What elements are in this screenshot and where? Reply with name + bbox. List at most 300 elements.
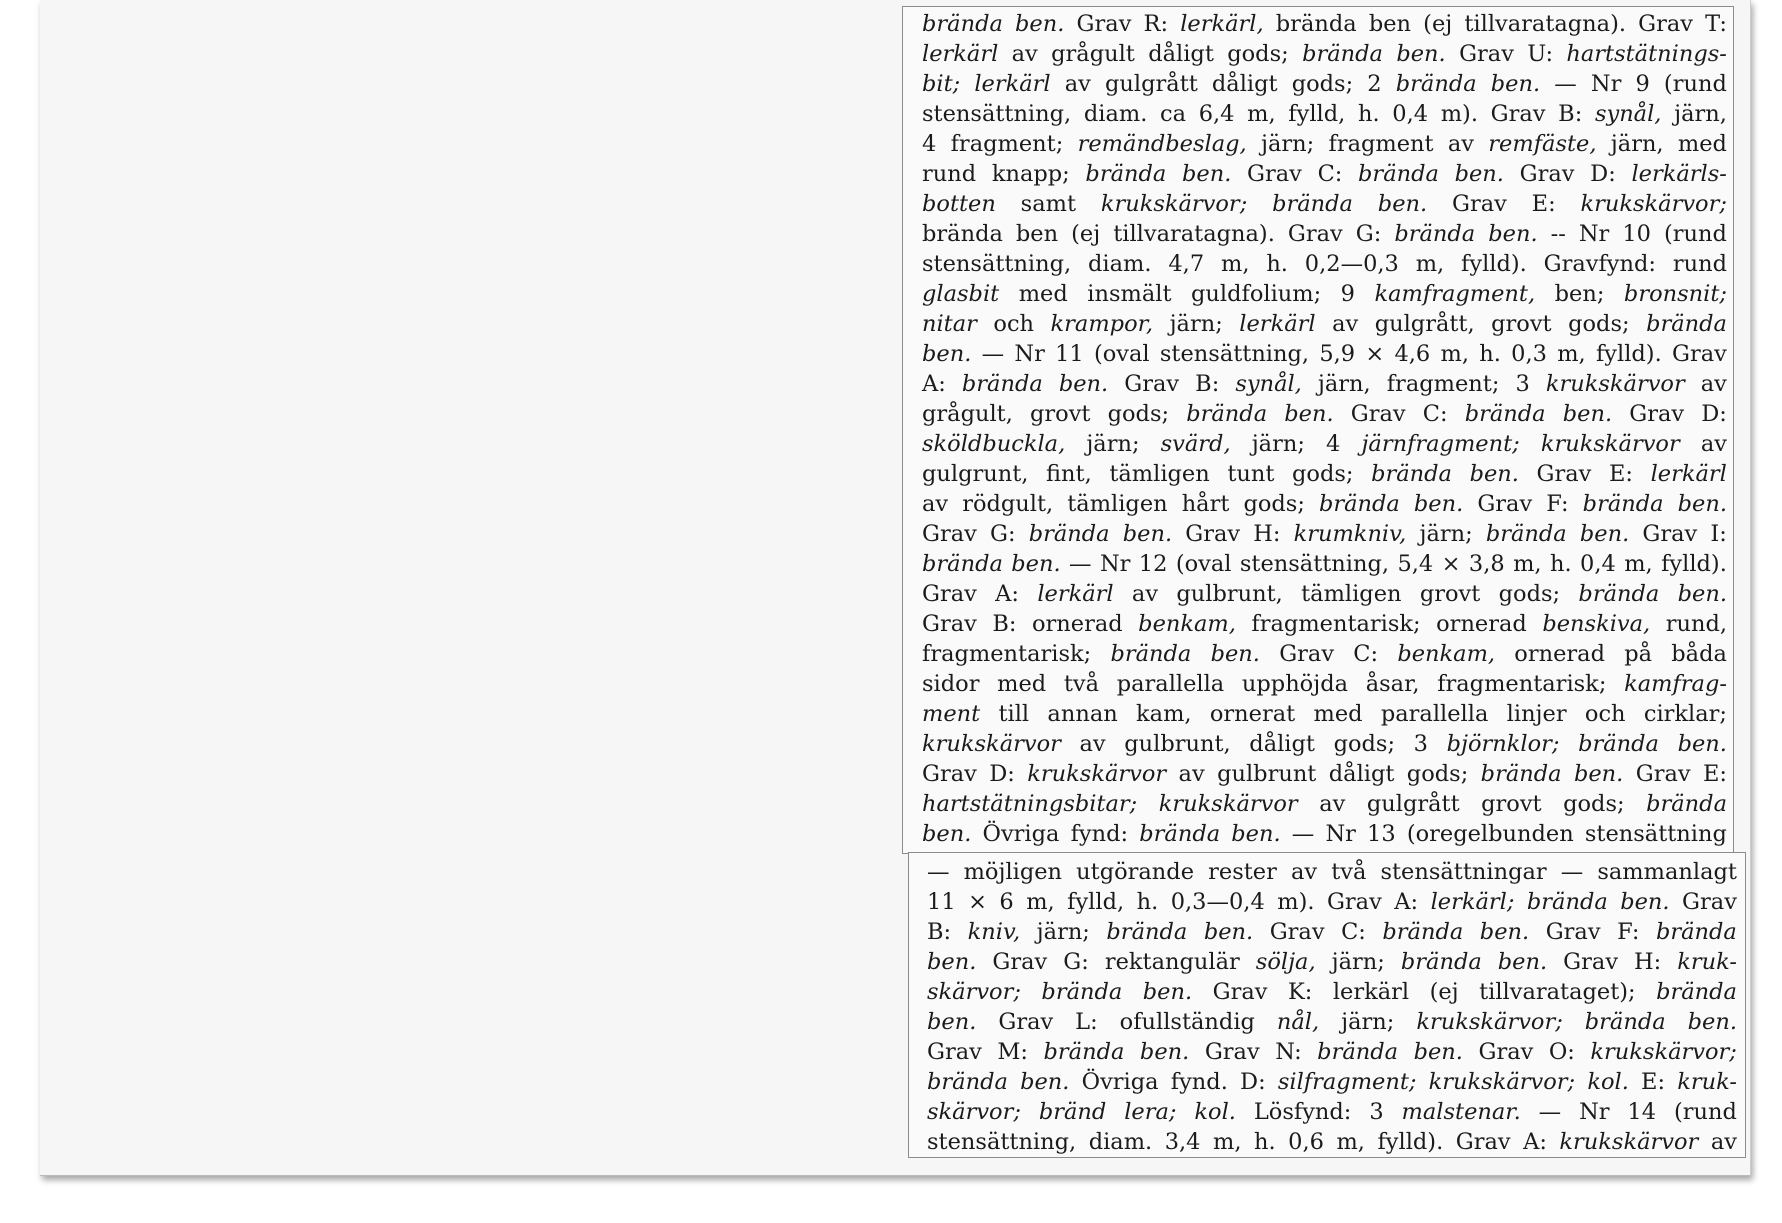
word: linjer xyxy=(1506,701,1567,727)
word: E: xyxy=(1531,191,1556,217)
word: synål, xyxy=(1235,371,1302,397)
word: ben. xyxy=(1562,401,1613,427)
word: och xyxy=(993,311,1035,337)
word: krumkniv, xyxy=(1293,521,1407,547)
word: utgörande xyxy=(1076,859,1195,885)
word: ben. xyxy=(1479,919,1530,945)
word: Grav xyxy=(1545,919,1601,945)
word: B: xyxy=(1558,101,1583,127)
word: brända xyxy=(1584,1009,1666,1035)
word: fylld). xyxy=(1461,251,1527,277)
word: ben. xyxy=(1020,1069,1070,1095)
text-line xyxy=(922,759,1727,789)
word: järn; xyxy=(1086,431,1140,457)
word: kam, xyxy=(1136,701,1192,727)
word: Nr xyxy=(1325,821,1356,847)
word: Grav xyxy=(1459,41,1514,67)
word: järn; xyxy=(1169,311,1223,337)
word: fragment; xyxy=(950,131,1064,157)
word: ca xyxy=(1160,101,1187,127)
word: ben. xyxy=(922,821,972,847)
word: av xyxy=(1447,131,1475,157)
word: gulgrått xyxy=(1366,791,1460,817)
text-line xyxy=(927,977,1737,1007)
word: lerkärl; xyxy=(1430,889,1515,915)
word: 0,6 xyxy=(1288,1129,1324,1155)
word: diam. xyxy=(1088,251,1152,277)
word: H: xyxy=(1253,521,1281,547)
word: 5,4 xyxy=(1397,551,1434,577)
word: I: xyxy=(1710,521,1727,547)
word: rödgult, xyxy=(962,491,1054,517)
word: ofullständig xyxy=(1119,1009,1255,1035)
word: lerkärl xyxy=(1239,311,1316,337)
word: Grav xyxy=(1671,341,1727,367)
word: fynd: xyxy=(1070,821,1129,847)
word: kniv, xyxy=(967,919,1021,945)
word: B: xyxy=(992,611,1017,637)
word: F: xyxy=(1617,919,1640,945)
word: K: xyxy=(1287,979,1313,1005)
word: brända xyxy=(961,371,1043,397)
word: benkam, xyxy=(1138,611,1236,637)
word: fragment xyxy=(1328,131,1434,157)
word: E: xyxy=(1608,461,1633,487)
word: 3 xyxy=(1369,1099,1384,1125)
word: D: xyxy=(1240,1069,1266,1095)
word: rund, xyxy=(1665,611,1727,637)
word: järn; xyxy=(1251,431,1305,457)
word: 9 xyxy=(1635,71,1650,97)
word: O: xyxy=(1548,1039,1575,1065)
word: gods; xyxy=(1406,761,1469,787)
word: brända xyxy=(1302,41,1383,67)
word: benkam, xyxy=(1397,641,1496,667)
word: Övriga xyxy=(982,821,1060,847)
word: fragmentarisk; xyxy=(922,641,1092,667)
word: Grav xyxy=(1076,11,1132,37)
word: ben. xyxy=(1058,371,1109,397)
word: lerkärls- xyxy=(1631,161,1727,187)
word: ben. xyxy=(1413,491,1464,517)
word: hartstätningsbitar; xyxy=(922,791,1138,817)
word: dåligt xyxy=(1148,41,1214,67)
word: stensättning, xyxy=(927,1129,1077,1155)
word: 3,4 xyxy=(1164,1129,1201,1155)
word: 0,4 xyxy=(1392,101,1429,127)
word: h. xyxy=(1136,889,1159,915)
text-line xyxy=(922,339,1727,369)
word: tunt xyxy=(1227,461,1275,487)
word: Grav xyxy=(922,611,977,637)
word: brända xyxy=(922,221,1003,247)
scanned-page xyxy=(40,0,1751,1176)
text-line xyxy=(922,639,1727,669)
word: rund xyxy=(1672,251,1727,277)
word: upphöjda xyxy=(1241,671,1349,697)
word: 13 xyxy=(1367,821,1396,847)
word: brända xyxy=(1578,731,1659,757)
word: bronsnit; xyxy=(1623,281,1727,307)
word: gods; xyxy=(1107,401,1170,427)
word: Nr xyxy=(1578,221,1610,247)
text-clipping-top xyxy=(902,6,1734,854)
word: krukskärvor; xyxy=(1590,1039,1737,1065)
word: (ej xyxy=(1071,221,1101,247)
word: Grav xyxy=(1455,1129,1511,1155)
word: krukskärvor xyxy=(1545,371,1685,397)
word: ben. xyxy=(1015,11,1065,37)
word: N: xyxy=(1275,1039,1302,1065)
word: sidor xyxy=(922,671,980,697)
text-line xyxy=(922,399,1727,429)
word: brända xyxy=(1582,491,1664,517)
word: ben. xyxy=(1413,1039,1463,1065)
word: ben. xyxy=(1284,401,1334,427)
text-line xyxy=(922,489,1727,519)
word: dåligt xyxy=(1211,71,1278,97)
word: brända xyxy=(1043,1039,1125,1065)
word: järn; xyxy=(1331,949,1385,975)
word: brända xyxy=(922,11,1003,37)
word: gulgrått, xyxy=(1374,311,1475,337)
word: brända xyxy=(1317,1039,1399,1065)
word: — xyxy=(1560,859,1584,885)
word: brända xyxy=(1186,401,1268,427)
word: Grav xyxy=(1536,461,1592,487)
word: Grav xyxy=(1212,979,1268,1005)
word: lerkärl xyxy=(1037,581,1114,607)
word: Grav xyxy=(922,521,977,547)
word: brända xyxy=(1646,311,1727,337)
word: bränd xyxy=(1038,1099,1107,1125)
word: Grav xyxy=(1682,889,1737,915)
word: hårt xyxy=(1181,491,1230,517)
word: Grav xyxy=(1350,401,1406,427)
word: grågult, xyxy=(922,401,1013,427)
word: tämligen xyxy=(1109,461,1210,487)
word: Grav xyxy=(922,581,977,607)
word: gulgrunt, xyxy=(922,461,1029,487)
word: lerkärl, xyxy=(1180,11,1264,37)
word: gods; xyxy=(1568,311,1630,337)
word: brända xyxy=(927,1069,1008,1095)
word: A: xyxy=(922,371,946,397)
word: A: xyxy=(1523,1129,1547,1155)
word: rektangulär xyxy=(1104,949,1240,975)
word: guldfolium; xyxy=(1191,281,1322,307)
word: brända xyxy=(1394,221,1476,247)
word: tillvarataget); xyxy=(1479,979,1636,1005)
text-line xyxy=(922,609,1727,639)
word: fylld, xyxy=(1067,889,1125,915)
word: ben; xyxy=(1554,281,1605,307)
word: Grav xyxy=(1326,889,1382,915)
word: av xyxy=(1011,41,1038,67)
word: Lösfynd: xyxy=(1253,1099,1352,1125)
word: ben. xyxy=(1677,581,1727,607)
text-line xyxy=(922,159,1727,189)
text-line xyxy=(922,129,1727,159)
word: tämligen xyxy=(1067,491,1168,517)
word: brända xyxy=(1275,11,1357,37)
word: järn; xyxy=(1261,131,1315,157)
word: grovt xyxy=(1419,581,1481,607)
word: Grav xyxy=(1638,11,1694,37)
word: brända xyxy=(1578,581,1660,607)
word: (oregelbunden xyxy=(1406,821,1574,847)
word: — xyxy=(927,859,950,885)
word: brända xyxy=(1655,919,1737,945)
word: ben. xyxy=(927,949,977,975)
word: Grav xyxy=(1451,191,1507,217)
word: 0,2—0,3 xyxy=(1304,251,1399,277)
word: T: xyxy=(1705,11,1727,37)
word: på xyxy=(1624,641,1653,667)
word: Grav xyxy=(1642,521,1698,547)
word: A: xyxy=(1394,889,1419,915)
word: malstenar. xyxy=(1401,1099,1521,1125)
word: L: xyxy=(1075,1009,1098,1035)
word: m, xyxy=(1415,251,1445,277)
word: kruk- xyxy=(1677,949,1737,975)
word: brända xyxy=(922,551,1003,577)
word: — xyxy=(1069,551,1092,577)
word: h. xyxy=(1254,1129,1276,1155)
text-line xyxy=(927,1067,1737,1097)
word: (oval xyxy=(1175,551,1232,577)
word: fragmentarisk; xyxy=(1437,671,1607,697)
word: brända xyxy=(1139,821,1221,847)
word: Grav xyxy=(998,1009,1054,1035)
word: krukskärvor xyxy=(922,731,1061,757)
word: samt xyxy=(1020,191,1076,217)
word: grovt xyxy=(1481,791,1542,817)
word: C: xyxy=(1317,161,1343,187)
word: stensättning, xyxy=(1239,551,1390,577)
text-line xyxy=(922,459,1727,489)
word: av xyxy=(1332,311,1359,337)
word: krukskärvor; xyxy=(1580,191,1727,217)
word: dåligt xyxy=(1249,731,1315,757)
word: med xyxy=(997,671,1047,697)
word: brända xyxy=(1085,161,1167,187)
word: annan xyxy=(1047,701,1118,727)
word: tillvaratagna). xyxy=(1113,221,1275,247)
word: brända xyxy=(1485,521,1567,547)
word: gulbrunt, xyxy=(1176,581,1283,607)
word: m, xyxy=(1336,1129,1365,1155)
word: G: xyxy=(1063,949,1089,975)
word: krukskärvor; xyxy=(1416,1009,1563,1035)
word: fylld). xyxy=(1377,1129,1444,1155)
word: Grav xyxy=(1563,949,1619,975)
word: 4 xyxy=(922,131,937,157)
word: Övriga xyxy=(1081,1069,1159,1095)
word: av xyxy=(1131,581,1159,607)
word: m, xyxy=(1026,889,1055,915)
word: Grav xyxy=(1185,521,1241,547)
word: brända xyxy=(1526,889,1608,915)
word: gods; xyxy=(1292,461,1354,487)
word: m, xyxy=(1213,1129,1242,1155)
word: — xyxy=(1538,1099,1562,1125)
text-line xyxy=(927,1097,1737,1127)
word: fylld, xyxy=(1288,101,1346,127)
word: ornerad xyxy=(1031,611,1123,637)
text-line xyxy=(922,549,1727,579)
word: ben. xyxy=(1210,641,1260,667)
word: 4 xyxy=(1326,431,1341,457)
word: ben. xyxy=(1231,821,1281,847)
word: 5,9 xyxy=(1319,341,1356,367)
word: av xyxy=(1710,1129,1737,1155)
word: fragment; xyxy=(1386,371,1500,397)
word: lerkärl xyxy=(922,41,999,67)
word: remfäste, xyxy=(1488,131,1597,157)
word: parallella xyxy=(1116,671,1225,697)
word: ben. xyxy=(922,341,972,367)
word: E: xyxy=(1702,761,1727,787)
word: brända xyxy=(1318,491,1400,517)
word: ben. xyxy=(1488,221,1538,247)
text-line xyxy=(922,579,1727,609)
word: ben xyxy=(1368,11,1412,37)
word: D: xyxy=(989,761,1015,787)
word: stensättning, xyxy=(922,251,1072,277)
text-line xyxy=(922,189,1727,219)
word: botten xyxy=(922,191,996,217)
text-line xyxy=(922,729,1727,759)
word: med xyxy=(1018,281,1068,307)
word: Grav xyxy=(922,761,977,787)
word: gods; xyxy=(1291,71,1354,97)
word: glasbit xyxy=(922,281,1000,307)
word: sammanlagt xyxy=(1597,859,1737,885)
word: båda xyxy=(1671,641,1727,667)
word: sköldbuckla, xyxy=(922,431,1066,457)
word: (rund xyxy=(1663,71,1727,97)
word: (rund xyxy=(1673,1099,1737,1125)
word: R: xyxy=(1143,11,1169,37)
word: av xyxy=(1290,859,1318,885)
word: — xyxy=(981,341,1005,367)
word: C: xyxy=(1353,641,1379,667)
word: H: xyxy=(1634,949,1662,975)
word: Grav xyxy=(927,1039,982,1065)
text-line xyxy=(922,429,1727,459)
word: ben. xyxy=(1490,71,1541,97)
word: ben. xyxy=(1687,1009,1737,1035)
text-clipping-bottom xyxy=(908,852,1746,1158)
word: ben. xyxy=(1620,889,1670,915)
text-line xyxy=(927,857,1737,887)
word: nål, xyxy=(1276,1009,1320,1035)
word: benskiva, xyxy=(1542,611,1651,637)
word: lerkärl xyxy=(974,71,1051,97)
word: grovt xyxy=(1030,401,1091,427)
word: — xyxy=(1291,821,1315,847)
word: fynd. xyxy=(1170,1069,1228,1095)
word: ben. xyxy=(1181,161,1232,187)
word: D: xyxy=(1590,161,1616,187)
word: brända xyxy=(1110,641,1192,667)
word: fylld). xyxy=(1595,341,1662,367)
word: 2 xyxy=(1367,71,1382,97)
word: järn; xyxy=(1036,919,1090,945)
text-line xyxy=(922,819,1727,849)
word: fylld). xyxy=(1661,551,1727,577)
word: Grav xyxy=(1477,491,1533,517)
word: insmält xyxy=(1087,281,1172,307)
word: Grav xyxy=(1287,221,1343,247)
word: ben. xyxy=(1677,731,1727,757)
word: 3,8 xyxy=(1468,551,1505,577)
word: ben. xyxy=(1396,41,1446,67)
word: Grav xyxy=(1490,101,1546,127)
word: till xyxy=(998,701,1030,727)
word: m, xyxy=(1247,101,1276,127)
word: × xyxy=(1365,341,1385,367)
word: C: xyxy=(1341,919,1366,945)
word: E: xyxy=(1641,1069,1666,1095)
word: gulbrunt xyxy=(1217,761,1317,787)
word: 4,7 xyxy=(1168,251,1205,277)
word: U: xyxy=(1527,41,1554,67)
word: krampor, xyxy=(1050,311,1154,337)
word: krukskärvor; xyxy=(1100,191,1248,217)
word: gulbrunt, xyxy=(1124,731,1231,757)
word: brända xyxy=(1480,761,1562,787)
word: m). xyxy=(1277,889,1315,915)
word: rester xyxy=(1208,859,1277,885)
word: h. xyxy=(1479,341,1501,367)
word: ben. xyxy=(1454,161,1504,187)
word: järn, xyxy=(1674,101,1727,127)
word: ben. xyxy=(1579,521,1630,547)
word: ben. xyxy=(927,1009,977,1035)
word: av xyxy=(1178,761,1205,787)
word: krukskärvor xyxy=(1158,791,1298,817)
word: h. xyxy=(1357,101,1380,127)
word: (rund xyxy=(1663,221,1727,247)
word: stensättning, xyxy=(922,101,1072,127)
word: järn, xyxy=(1317,371,1371,397)
word: gods; xyxy=(1243,491,1305,517)
text-line xyxy=(922,249,1727,279)
word: svärd, xyxy=(1160,431,1231,457)
word: och xyxy=(1584,701,1626,727)
word: av xyxy=(1700,371,1727,397)
word: M: xyxy=(997,1039,1028,1065)
word: m, xyxy=(1513,551,1542,577)
word: krukskärvor xyxy=(1540,431,1680,457)
word: h. xyxy=(1266,251,1288,277)
word: ben. xyxy=(1011,551,1061,577)
word: 0,3 xyxy=(1511,341,1547,367)
text-line xyxy=(927,917,1737,947)
word: av xyxy=(922,491,949,517)
word: nitar xyxy=(922,311,977,337)
word: A: xyxy=(995,581,1020,607)
word: med xyxy=(1313,701,1363,727)
word: kamfragment, xyxy=(1374,281,1536,307)
word: järn; xyxy=(1419,521,1473,547)
word: tillvaratagna). xyxy=(1464,11,1627,37)
word: 3 xyxy=(1515,371,1530,397)
word: grågult xyxy=(1051,41,1135,67)
word: 14 xyxy=(1627,1099,1657,1125)
